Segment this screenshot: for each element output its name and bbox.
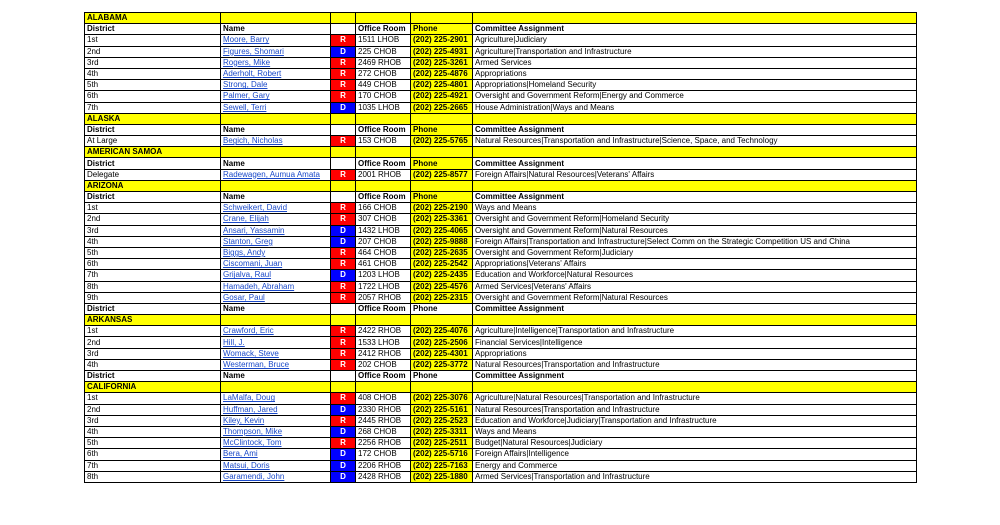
representative-name-link[interactable]: Radewagen, Aumua Amata	[221, 169, 331, 180]
district-cell: 8th	[85, 471, 221, 482]
state-row-blank-cell	[356, 147, 411, 158]
state-row-blank-cell	[411, 113, 473, 124]
committee-column-header: Committee Assignment	[473, 303, 917, 314]
office-room-cell: 202 CHOB	[356, 359, 411, 370]
representative-row	[85, 292, 917, 303]
state-row-blank-cell	[411, 180, 473, 191]
representative-name-link[interactable]: Figures, Shomari	[221, 46, 331, 57]
phone-column-header: Phone	[411, 158, 473, 169]
roster-table	[84, 12, 917, 483]
phone-cell: (202) 225-3261	[411, 57, 473, 68]
state-row-blank-cell	[473, 147, 917, 158]
representative-name-link[interactable]: Garamendi, John	[221, 471, 331, 482]
representative-name-link[interactable]: Stanton, Greg	[221, 236, 331, 247]
party-badge: R	[331, 91, 356, 102]
phone-cell: (202) 225-4576	[411, 281, 473, 292]
phone-cell: (202) 225-3311	[411, 426, 473, 437]
name-column-header: Name	[221, 24, 331, 35]
representative-row	[85, 259, 917, 270]
committee-column-header: Committee Assignment	[473, 371, 917, 382]
district-cell: 2nd	[85, 337, 221, 348]
state-name: CALIFORNIA	[85, 382, 221, 393]
representative-name-link[interactable]: Crane, Elijah	[221, 214, 331, 225]
office-room-cell: 2445 RHOB	[356, 415, 411, 426]
state-name: AMERICAN SAMOA	[85, 147, 221, 158]
state-name: ALASKA	[85, 113, 221, 124]
committee-assignment-cell: Natural Resources|Transportation and Infrastructure	[473, 359, 917, 370]
office-room-cell: 1722 LHOB	[356, 281, 411, 292]
committee-assignment-cell: Oversight and Government Reform|Judiciary	[473, 247, 917, 258]
office-room-cell: 1533 LHOB	[356, 337, 411, 348]
phone-cell: (202) 225-4301	[411, 348, 473, 359]
phone-column-header: Phone	[411, 371, 473, 382]
column-header-row	[85, 124, 917, 135]
state-row-blank-cell	[356, 315, 411, 326]
committee-assignment-cell: Ways and Means	[473, 426, 917, 437]
office-room-cell: 307 CHOB	[356, 214, 411, 225]
representative-row	[85, 169, 917, 180]
committee-assignment-cell: Foreign Affairs|Natural Resources|Veterans' Affairs	[473, 169, 917, 180]
committee-assignment-cell: Appropriations|Homeland Security	[473, 80, 917, 91]
office-room-cell: 172 CHOB	[356, 449, 411, 460]
party-badge: D	[331, 236, 356, 247]
committee-assignment-cell: Agriculture|Natural Resources|Transportation and Infrastructure	[473, 393, 917, 404]
representative-row	[85, 404, 917, 415]
party-badge: R	[331, 348, 356, 359]
district-cell: 5th	[85, 438, 221, 449]
representative-name-link[interactable]: Moore, Barry	[221, 35, 331, 46]
district-cell: 7th	[85, 102, 221, 113]
party-badge: R	[331, 214, 356, 225]
representative-name-link[interactable]: Ansari, Yassamin	[221, 225, 331, 236]
representative-row	[85, 236, 917, 247]
party-badge: R	[331, 68, 356, 79]
party-badge: R	[331, 35, 356, 46]
representative-row	[85, 225, 917, 236]
office-room-cell: 225 CHOB	[356, 46, 411, 57]
committee-assignment-cell: Appropriations	[473, 348, 917, 359]
office-room-cell: 2422 RHOB	[356, 326, 411, 337]
district-cell: 2nd	[85, 404, 221, 415]
office-room-cell: 461 CHOB	[356, 259, 411, 270]
representative-row	[85, 203, 917, 214]
party-badge: R	[331, 281, 356, 292]
state-row-blank-cell	[411, 13, 473, 24]
office-room-cell: 268 CHOB	[356, 426, 411, 437]
phone-column-header: Phone	[411, 24, 473, 35]
district-cell: 7th	[85, 270, 221, 281]
representative-name-link[interactable]: Aderholt, Robert	[221, 68, 331, 79]
phone-cell: (202) 225-4931	[411, 46, 473, 57]
committee-assignment-cell: Energy and Commerce	[473, 460, 917, 471]
phone-column-header: Phone	[411, 303, 473, 314]
representative-name-link[interactable]: Huffman, Jared	[221, 404, 331, 415]
phone-cell: (202) 225-4801	[411, 80, 473, 91]
party-badge: R	[331, 359, 356, 370]
state-row-blank-cell	[473, 113, 917, 124]
party-badge: R	[331, 247, 356, 258]
representative-name-link[interactable]: Westerman, Bruce	[221, 359, 331, 370]
party-badge: R	[331, 57, 356, 68]
committee-assignment-cell: Oversight and Government Reform|Natural Resources	[473, 225, 917, 236]
state-name: ALABAMA	[85, 13, 221, 24]
district-cell: 1st	[85, 393, 221, 404]
state-section-row	[85, 147, 917, 158]
state-row-blank-cell	[356, 180, 411, 191]
column-header-row	[85, 24, 917, 35]
state-section-row	[85, 180, 917, 191]
office-room-cell: 2057 RHOB	[356, 292, 411, 303]
committee-assignment-cell: Armed Services|Transportation and Infrastructure	[473, 471, 917, 482]
phone-cell: (202) 225-3361	[411, 214, 473, 225]
representative-row	[85, 449, 917, 460]
office-room-cell: 2330 RHOB	[356, 404, 411, 415]
district-cell: 3rd	[85, 57, 221, 68]
district-cell: 4th	[85, 359, 221, 370]
office-room-cell: 1203 LHOB	[356, 270, 411, 281]
office-room-cell: 1432 LHOB	[356, 225, 411, 236]
phone-cell: (202) 225-2665	[411, 102, 473, 113]
office-room-column-header: Office Room	[356, 124, 411, 135]
district-column-header: District	[85, 303, 221, 314]
name-column-header: Name	[221, 158, 331, 169]
committee-assignment-cell: Ways and Means	[473, 203, 917, 214]
representative-name-link[interactable]: Ciscomani, Juan	[221, 259, 331, 270]
representative-row	[85, 438, 917, 449]
party-badge: D	[331, 46, 356, 57]
phone-cell: (202) 225-2542	[411, 259, 473, 270]
roster-table-body	[85, 13, 917, 483]
party-column-header	[331, 303, 356, 314]
committee-column-header: Committee Assignment	[473, 158, 917, 169]
name-column-header: Name	[221, 192, 331, 203]
district-cell: 1st	[85, 203, 221, 214]
office-room-column-header: Office Room	[356, 192, 411, 203]
state-row-blank-cell	[356, 113, 411, 124]
name-column-header: Name	[221, 124, 331, 135]
representative-row	[85, 326, 917, 337]
representative-name-link[interactable]: Thompson, Mike	[221, 426, 331, 437]
committee-assignment-cell: Appropriations	[473, 68, 917, 79]
district-cell: 1st	[85, 326, 221, 337]
phone-cell: (202) 225-7163	[411, 460, 473, 471]
state-row-blank-cell	[221, 315, 331, 326]
district-cell: 8th	[85, 281, 221, 292]
phone-cell: (202) 225-5765	[411, 136, 473, 147]
representative-row	[85, 348, 917, 359]
representative-row	[85, 102, 917, 113]
state-row-blank-cell	[473, 382, 917, 393]
representative-row	[85, 136, 917, 147]
representative-name-link[interactable]: Kiley, Kevin	[221, 415, 331, 426]
state-row-blank-cell	[331, 315, 356, 326]
committee-assignment-cell: Foreign Affairs|Transportation and Infrastructure|Select Comm on the Strategic Competition US and China	[473, 236, 917, 247]
state-section-row	[85, 113, 917, 124]
party-badge: R	[331, 136, 356, 147]
state-row-blank-cell	[356, 382, 411, 393]
office-room-cell: 2256 RHOB	[356, 438, 411, 449]
party-column-header	[331, 124, 356, 135]
representative-row	[85, 247, 917, 258]
party-badge: D	[331, 426, 356, 437]
district-cell: Delegate	[85, 169, 221, 180]
committee-assignment-cell: Agriculture|Intelligence|Transportation and Infrastructure	[473, 326, 917, 337]
representative-name-link[interactable]: Begich, Nicholas	[221, 136, 331, 147]
representative-row	[85, 68, 917, 79]
office-room-cell: 408 CHOB	[356, 393, 411, 404]
phone-cell: (202) 225-8577	[411, 169, 473, 180]
phone-column-header: Phone	[411, 192, 473, 203]
representative-name-link[interactable]: Gosar, Paul	[221, 292, 331, 303]
district-cell: 4th	[85, 426, 221, 437]
representative-row	[85, 415, 917, 426]
representative-name-link[interactable]: Hamadeh, Abraham	[221, 281, 331, 292]
office-room-cell: 464 CHOB	[356, 247, 411, 258]
representative-name-link[interactable]: Bera, Ami	[221, 449, 331, 460]
representative-row	[85, 460, 917, 471]
party-badge: D	[331, 460, 356, 471]
phone-cell: (202) 225-2190	[411, 203, 473, 214]
committee-assignment-cell: Appropriations|Veterans' Affairs	[473, 259, 917, 270]
representative-row	[85, 80, 917, 91]
representative-name-link[interactable]: Womack, Steve	[221, 348, 331, 359]
state-row-blank-cell	[473, 315, 917, 326]
state-row-blank-cell	[473, 180, 917, 191]
state-row-blank-cell	[473, 13, 917, 24]
representative-row	[85, 393, 917, 404]
party-badge: R	[331, 203, 356, 214]
committee-assignment-cell: Oversight and Government Reform|Homeland Security	[473, 214, 917, 225]
column-header-row	[85, 192, 917, 203]
office-room-cell: 449 CHOB	[356, 80, 411, 91]
district-cell: 4th	[85, 236, 221, 247]
state-section-row	[85, 315, 917, 326]
state-row-blank-cell	[221, 13, 331, 24]
office-room-cell: 272 CHOB	[356, 68, 411, 79]
committee-assignment-cell: House Administration|Ways and Means	[473, 102, 917, 113]
office-room-cell: 1035 LHOB	[356, 102, 411, 113]
office-room-cell: 166 CHOB	[356, 203, 411, 214]
party-badge: R	[331, 415, 356, 426]
committee-assignment-cell: Natural Resources|Transportation and Infrastructure|Science, Space, and Technology	[473, 136, 917, 147]
committee-column-header: Committee Assignment	[473, 124, 917, 135]
phone-cell: (202) 225-2523	[411, 415, 473, 426]
party-badge: R	[331, 337, 356, 348]
phone-cell: (202) 225-2506	[411, 337, 473, 348]
party-column-header	[331, 371, 356, 382]
state-row-blank-cell	[331, 382, 356, 393]
office-room-cell: 2001 RHOB	[356, 169, 411, 180]
committee-assignment-cell: Armed Services|Veterans' Affairs	[473, 281, 917, 292]
name-column-header: Name	[221, 303, 331, 314]
district-cell: 5th	[85, 247, 221, 258]
office-room-cell: 2206 RHOB	[356, 460, 411, 471]
state-row-blank-cell	[331, 147, 356, 158]
party-badge: R	[331, 259, 356, 270]
phone-cell: (202) 225-2511	[411, 438, 473, 449]
district-cell: 7th	[85, 460, 221, 471]
representative-name-link[interactable]: Crawford, Eric	[221, 326, 331, 337]
phone-cell: (202) 225-3076	[411, 393, 473, 404]
party-column-header	[331, 24, 356, 35]
phone-cell: (202) 225-3772	[411, 359, 473, 370]
representative-row	[85, 57, 917, 68]
district-cell: 3rd	[85, 415, 221, 426]
party-badge: R	[331, 393, 356, 404]
representative-name-link[interactable]: Sewell, Terri	[221, 102, 331, 113]
state-section-row	[85, 382, 917, 393]
phone-cell: (202) 225-4076	[411, 326, 473, 337]
state-section-row	[85, 13, 917, 24]
committee-assignment-cell: Education and Workforce|Natural Resources	[473, 270, 917, 281]
representative-row	[85, 337, 917, 348]
state-row-blank-cell	[411, 382, 473, 393]
state-row-blank-cell	[356, 13, 411, 24]
district-cell: 3rd	[85, 348, 221, 359]
office-room-column-header: Office Room	[356, 24, 411, 35]
representative-row	[85, 426, 917, 437]
office-room-cell: 207 CHOB	[356, 236, 411, 247]
phone-cell: (202) 225-4876	[411, 68, 473, 79]
committee-column-header: Committee Assignment	[473, 192, 917, 203]
district-cell: 6th	[85, 91, 221, 102]
state-row-blank-cell	[221, 180, 331, 191]
party-badge: R	[331, 326, 356, 337]
representative-name-link[interactable]: Grijalva, Raul	[221, 270, 331, 281]
state-row-blank-cell	[331, 113, 356, 124]
representative-name-link[interactable]: Matsui, Doris	[221, 460, 331, 471]
phone-cell: (202) 225-2635	[411, 247, 473, 258]
office-room-cell: 170 CHOB	[356, 91, 411, 102]
district-column-header: District	[85, 24, 221, 35]
committee-assignment-cell: Financial Services|Intelligence	[473, 337, 917, 348]
office-room-cell: 2412 RHOB	[356, 348, 411, 359]
district-column-header: District	[85, 371, 221, 382]
party-badge: R	[331, 169, 356, 180]
office-room-column-header: Office Room	[356, 371, 411, 382]
representative-row	[85, 214, 917, 225]
representative-name-link[interactable]: LaMalfa, Doug	[221, 393, 331, 404]
party-badge: R	[331, 80, 356, 91]
office-room-cell: 1511 LHOB	[356, 35, 411, 46]
column-header-row	[85, 371, 917, 382]
district-cell: 5th	[85, 80, 221, 91]
state-row-blank-cell	[411, 147, 473, 158]
representative-row	[85, 35, 917, 46]
phone-column-header: Phone	[411, 124, 473, 135]
office-room-cell: 2428 RHOB	[356, 471, 411, 482]
office-room-column-header: Office Room	[356, 158, 411, 169]
representative-name-link[interactable]: Hill, J.	[221, 337, 331, 348]
name-column-header: Name	[221, 371, 331, 382]
office-room-column-header: Office Room	[356, 303, 411, 314]
party-badge: D	[331, 102, 356, 113]
state-name: ARKANSAS	[85, 315, 221, 326]
district-cell: 6th	[85, 259, 221, 270]
district-cell: 4th	[85, 68, 221, 79]
committee-assignment-cell: Agriculture|Judiciary	[473, 35, 917, 46]
district-cell: At Large	[85, 136, 221, 147]
state-row-blank-cell	[411, 315, 473, 326]
phone-cell: (202) 225-2901	[411, 35, 473, 46]
committee-assignment-cell: Foreign Affairs|Intelligence	[473, 449, 917, 460]
phone-cell: (202) 225-5716	[411, 449, 473, 460]
party-badge: R	[331, 438, 356, 449]
party-badge: D	[331, 404, 356, 415]
phone-cell: (202) 225-9888	[411, 236, 473, 247]
representative-name-link[interactable]: McClintock, Tom	[221, 438, 331, 449]
district-column-header: District	[85, 192, 221, 203]
representative-name-link[interactable]: Biggs, Andy	[221, 247, 331, 258]
committee-assignment-cell: Oversight and Government Reform|Natural Resources	[473, 292, 917, 303]
committee-column-header: Committee Assignment	[473, 24, 917, 35]
party-badge: D	[331, 225, 356, 236]
column-header-row	[85, 303, 917, 314]
phone-cell: (202) 225-4065	[411, 225, 473, 236]
phone-cell: (202) 225-2315	[411, 292, 473, 303]
district-cell: 9th	[85, 292, 221, 303]
district-cell: 2nd	[85, 46, 221, 57]
party-badge: R	[331, 292, 356, 303]
committee-assignment-cell: Natural Resources|Transportation and Infrastructure	[473, 404, 917, 415]
committee-assignment-cell: Oversight and Government Reform|Energy and Commerce	[473, 91, 917, 102]
committee-assignment-cell: Armed Services	[473, 57, 917, 68]
party-badge: D	[331, 471, 356, 482]
phone-cell: (202) 225-2435	[411, 270, 473, 281]
representative-row	[85, 46, 917, 57]
representative-row	[85, 270, 917, 281]
party-column-header	[331, 158, 356, 169]
district-column-header: District	[85, 158, 221, 169]
column-header-row	[85, 158, 917, 169]
state-row-blank-cell	[331, 13, 356, 24]
representative-row	[85, 359, 917, 370]
representative-row	[85, 281, 917, 292]
office-room-cell: 2469 RHOB	[356, 57, 411, 68]
phone-cell: (202) 225-4921	[411, 91, 473, 102]
district-column-header: District	[85, 124, 221, 135]
party-column-header	[331, 192, 356, 203]
party-badge: D	[331, 449, 356, 460]
committee-assignment-cell: Education and Workforce|Judiciary|Transportation and Infrastructure	[473, 415, 917, 426]
representative-name-link[interactable]: Strong, Dale	[221, 80, 331, 91]
party-badge: D	[331, 270, 356, 281]
phone-cell: (202) 225-5161	[411, 404, 473, 415]
office-room-cell: 153 CHOB	[356, 136, 411, 147]
district-cell: 1st	[85, 35, 221, 46]
representative-row	[85, 91, 917, 102]
state-row-blank-cell	[221, 382, 331, 393]
committee-assignment-cell: Budget|Natural Resources|Judiciary	[473, 438, 917, 449]
district-cell: 2nd	[85, 214, 221, 225]
state-row-blank-cell	[221, 113, 331, 124]
representative-name-link[interactable]: Schweikert, David	[221, 203, 331, 214]
representative-row	[85, 471, 917, 482]
state-row-blank-cell	[331, 180, 356, 191]
district-cell: 6th	[85, 449, 221, 460]
phone-cell: (202) 225-1880	[411, 471, 473, 482]
district-cell: 3rd	[85, 225, 221, 236]
representative-name-link[interactable]: Palmer, Gary	[221, 91, 331, 102]
representative-name-link[interactable]: Rogers, Mike	[221, 57, 331, 68]
state-row-blank-cell	[221, 147, 331, 158]
committee-assignment-cell: Agriculture|Transportation and Infrastructure	[473, 46, 917, 57]
state-name: ARIZONA	[85, 180, 221, 191]
